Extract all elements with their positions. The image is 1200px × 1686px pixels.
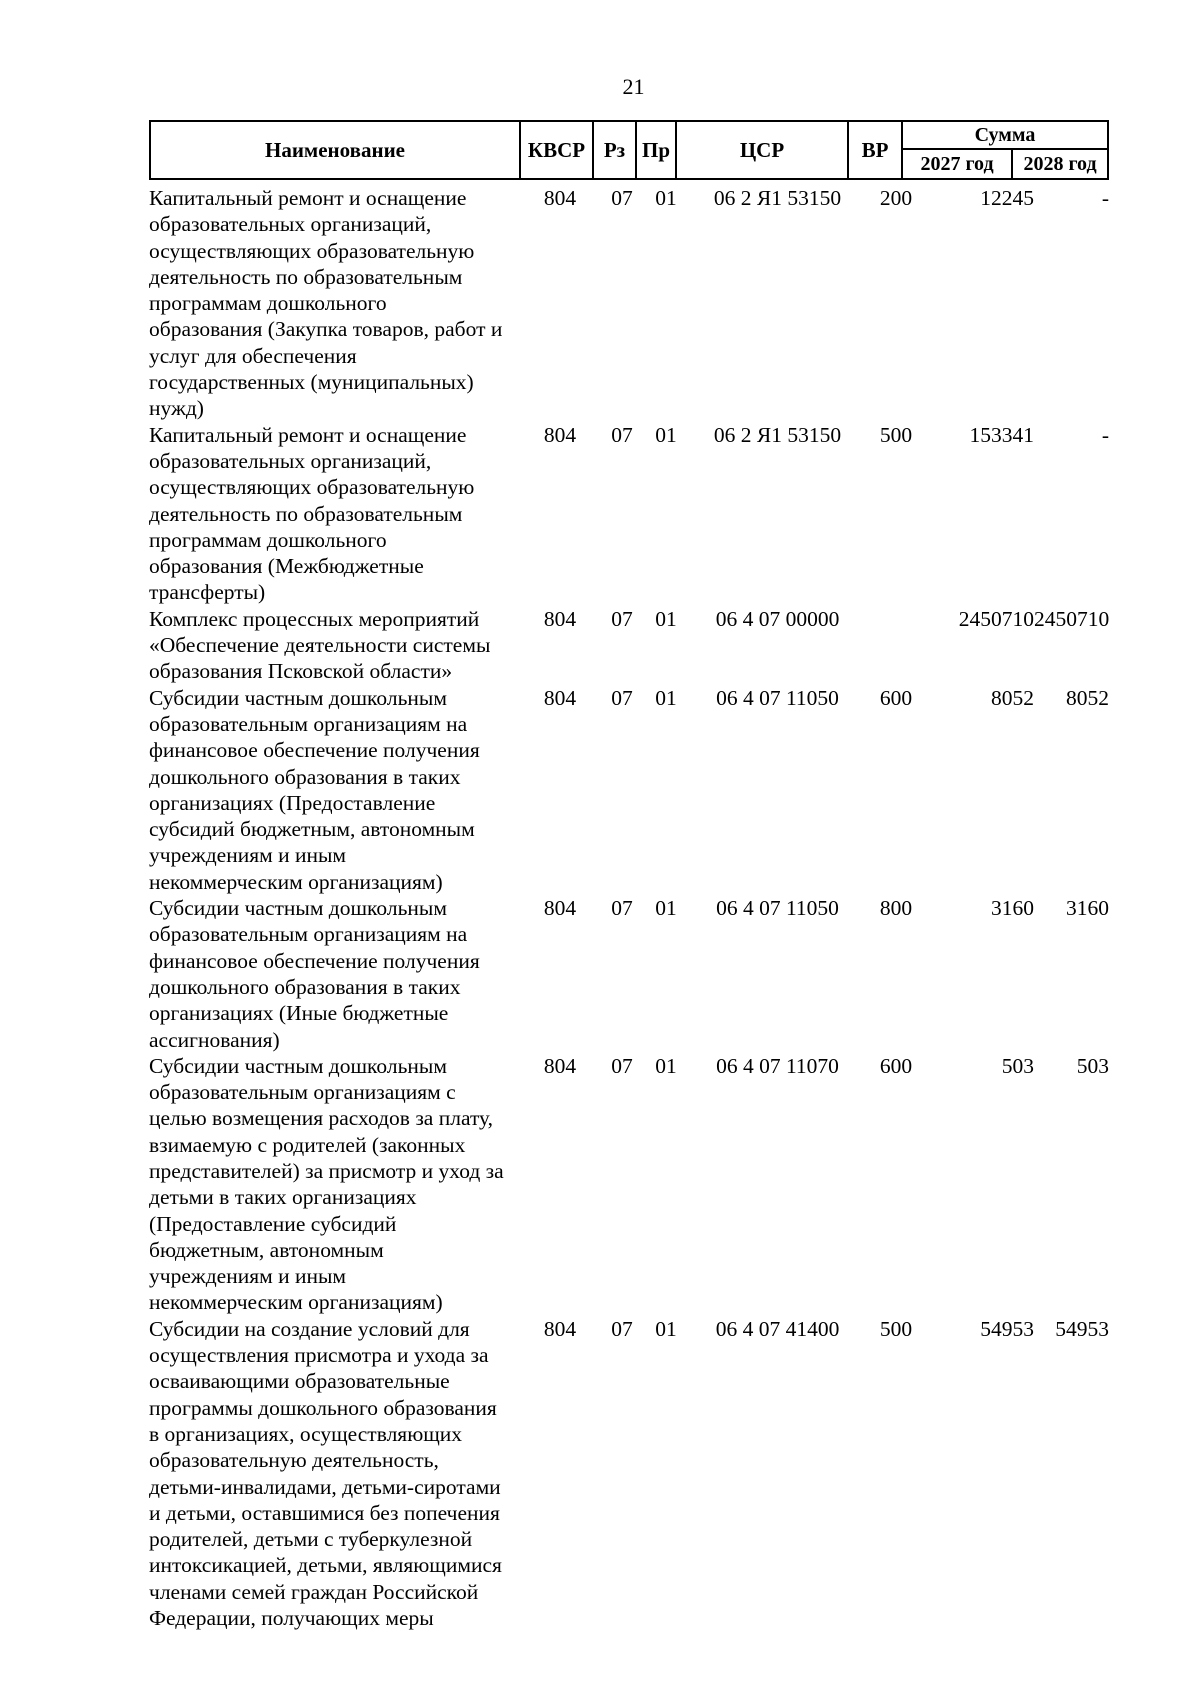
cell-csr: 06 4 07 11050 xyxy=(716,896,839,921)
cell-pr: 01 xyxy=(655,422,677,447)
cell-vr: 500 xyxy=(879,1316,913,1341)
cell-name-line: целью возмещения расходов за плату, xyxy=(149,1106,494,1131)
cell-name-line: субсидий бюджетным, автономным xyxy=(149,817,475,842)
cell-sum-2028: 2450710 xyxy=(1034,606,1110,631)
cell-name-line: деятельность по образовательным xyxy=(149,264,463,289)
cell-name-line: (Предоставление субсидий xyxy=(149,1211,397,1236)
cell-rz: 07 xyxy=(611,1316,633,1341)
cell-name-line: образования (Межбюджетные xyxy=(149,554,424,579)
cell-name-line: и детьми, оставшимися без попечения xyxy=(149,1500,500,1525)
cell-name-line: детьми-инвалидами, детьми-сиротами xyxy=(149,1474,501,1499)
cell-rz: 07 xyxy=(611,685,633,710)
cell-name-line: членами семей граждан Российской xyxy=(149,1579,479,1604)
cell-csr: 06 2 Я1 53150 xyxy=(713,186,842,210)
cell-sum-2028: - xyxy=(1101,186,1109,210)
header-csr: ЦСР xyxy=(677,122,849,178)
cell-name-line: осуществляющих образовательную xyxy=(149,475,475,500)
cell-pr: 01 xyxy=(655,1316,677,1341)
header-name: Наименование xyxy=(151,122,521,178)
cell-name-line: нужд) xyxy=(149,396,204,421)
cell-csr: 06 2 Я1 53150 xyxy=(713,422,842,447)
cell-name-line: осуществляющих образовательную xyxy=(149,238,475,263)
cell-rz: 07 xyxy=(611,422,633,447)
cell-name-line: Федерации, получающих меры xyxy=(149,1606,434,1631)
cell-name-line: в организациях, осуществляющих xyxy=(149,1421,463,1446)
cell-name-line: образовательных организаций, xyxy=(149,448,432,473)
header-rz: Рз xyxy=(594,122,637,178)
cell-name-line: организациях (Иные бюджетные xyxy=(149,1001,449,1026)
table-row xyxy=(149,606,1109,685)
header-kvsr: КВСР xyxy=(521,122,594,178)
cell-kvsr: 804 xyxy=(543,896,577,921)
cell-name-line: родителей, детьми с туберкулезной xyxy=(149,1527,473,1552)
cell-name-line: учреждениям и иным xyxy=(149,1264,347,1289)
cell-name-line: образовательным организациям на xyxy=(149,922,468,947)
header-sum: Сумма xyxy=(903,122,1107,150)
cell-name-line: государственных (муниципальных) xyxy=(149,370,474,395)
cell-pr: 01 xyxy=(655,1053,677,1078)
table-row xyxy=(149,1053,1109,1316)
cell-pr: 01 xyxy=(655,685,677,710)
cell-name-line: Комплекс процессных мероприятий xyxy=(149,606,480,631)
cell-name-line: образования Псковской области» xyxy=(149,659,453,684)
cell-name-line: некоммерческим организациям) xyxy=(149,869,443,894)
cell-rz: 07 xyxy=(611,186,633,210)
cell-name xyxy=(149,185,519,422)
cell-name-line: Капитальный ремонт и оснащение xyxy=(149,422,467,447)
header-pr: Пр xyxy=(637,122,677,178)
cell-vr: 800 xyxy=(879,896,913,921)
cell-name-line: услуг для обеспечения xyxy=(149,343,357,368)
cell-sum-2027: 3160 xyxy=(991,896,1034,921)
cell-rz: 07 xyxy=(611,1053,633,1078)
cell-sum-2028: 54953 xyxy=(1055,1316,1109,1341)
cell-name-line: программам дошкольного xyxy=(149,291,387,316)
cell-name-line: Субсидии частным дошкольным xyxy=(149,1053,447,1078)
cell-name xyxy=(149,895,519,1053)
cell-sum-2027: 2450710 xyxy=(958,606,1034,631)
cell-kvsr: 804 xyxy=(543,1053,577,1078)
table-row xyxy=(149,422,1109,606)
cell-csr: 06 4 07 11070 xyxy=(716,1053,839,1078)
cell-name-line: представителей) за присмотр и уход за xyxy=(149,1158,504,1183)
cell-name-line: Субсидии на создание условий для xyxy=(149,1316,470,1341)
cell-name-line: осуществления присмотра и ухода за xyxy=(149,1343,489,1368)
table-body xyxy=(149,185,1109,1631)
cell-name-line: интоксикацией, детьми, являющимися xyxy=(149,1553,502,1578)
table-row xyxy=(149,895,1109,1053)
cell-name-line: программы дошкольного образования xyxy=(149,1395,497,1420)
cell-vr: 500 xyxy=(879,422,913,447)
cell-kvsr: 804 xyxy=(543,685,577,710)
cell-pr: 01 xyxy=(655,896,677,921)
cell-name-line: образования (Закупка товаров, работ и xyxy=(149,317,503,342)
cell-name-line: некоммерческим организациям) xyxy=(149,1290,443,1315)
header-vr: ВР xyxy=(849,122,903,178)
cell-name-line: трансферты) xyxy=(149,580,266,605)
cell-name-line: ассигнования) xyxy=(149,1027,280,1052)
cell-kvsr: 804 xyxy=(543,186,577,210)
cell-sum-2027: 8052 xyxy=(991,685,1034,710)
cell-rz: 07 xyxy=(611,606,633,631)
cell-kvsr: 804 xyxy=(543,606,577,631)
cell-rz: 07 xyxy=(611,896,633,921)
cell-name-line: бюджетным, автономным xyxy=(149,1237,384,1262)
cell-sum-2028: 3160 xyxy=(1066,896,1109,921)
cell-name-line: финансовое обеспечение получения xyxy=(149,738,480,763)
cell-name-line: образовательных организаций, xyxy=(149,212,432,237)
cell-name-line: программам дошкольного xyxy=(149,527,387,552)
cell-name-line: дошкольного образования в таких xyxy=(149,764,461,789)
cell-name xyxy=(149,1316,519,1632)
cell-name xyxy=(149,606,519,685)
cell-sum-2027: 503 xyxy=(1001,1053,1034,1078)
cell-name xyxy=(149,422,519,606)
cell-sum-2028: 8052 xyxy=(1066,685,1109,710)
page-number: 21 xyxy=(622,74,645,99)
cell-name-line: учреждениям и иным xyxy=(149,843,347,868)
cell-name-line: финансовое обеспечение получения xyxy=(149,948,480,973)
cell-pr: 01 xyxy=(655,606,677,631)
cell-name-line: образовательную деятельность, xyxy=(149,1448,439,1473)
cell-sum-2028: 503 xyxy=(1076,1053,1109,1078)
cell-sum-2027: 54953 xyxy=(980,1316,1034,1341)
cell-pr: 01 xyxy=(655,186,677,210)
cell-vr xyxy=(869,606,923,685)
cell-vr: 200 xyxy=(879,186,913,210)
cell-name-line: детьми в таких организациях xyxy=(149,1185,417,1210)
cell-name-line: организациях (Предоставление xyxy=(149,790,436,815)
cell-vr: 600 xyxy=(879,1053,913,1078)
cell-name-line: осваивающими образовательные xyxy=(149,1369,450,1394)
cell-sum-2027: 12245 xyxy=(980,186,1034,210)
cell-name-line: взимаемую с родителей (законных xyxy=(149,1132,466,1157)
cell-name xyxy=(149,685,519,895)
cell-name-line: образовательным организациям на xyxy=(149,711,468,736)
cell-sum-2027: 153341 xyxy=(969,422,1034,447)
cell-csr: 06 4 07 11050 xyxy=(716,685,839,710)
cell-sum-2028: - xyxy=(1101,422,1109,447)
cell-name xyxy=(149,1053,519,1316)
header-year-2028: 2028 год xyxy=(1023,152,1097,175)
table-header xyxy=(149,120,1109,180)
table-row xyxy=(149,185,1109,422)
cell-kvsr: 804 xyxy=(543,1316,577,1341)
cell-name-line: Субсидии частным дошкольным xyxy=(149,685,447,710)
cell-name-line: деятельность по образовательным xyxy=(149,501,463,526)
cell-name-line: дошкольного образования в таких xyxy=(149,974,461,999)
cell-csr: 06 4 07 41400 xyxy=(715,1316,840,1341)
header-year-2027: 2027 год xyxy=(903,150,1013,178)
cell-name-line: Субсидии частным дошкольным xyxy=(149,896,447,921)
cell-name-line: образовательным организациям с xyxy=(149,1080,456,1105)
table-row xyxy=(149,685,1109,895)
cell-kvsr: 804 xyxy=(543,422,577,447)
cell-csr: 06 4 07 00000 xyxy=(715,606,840,631)
cell-name-line: «Обеспечение деятельности системы xyxy=(149,633,491,658)
cell-vr: 600 xyxy=(879,685,913,710)
cell-name-line: Капитальный ремонт и оснащение xyxy=(149,186,467,210)
table-row xyxy=(149,1316,1109,1632)
